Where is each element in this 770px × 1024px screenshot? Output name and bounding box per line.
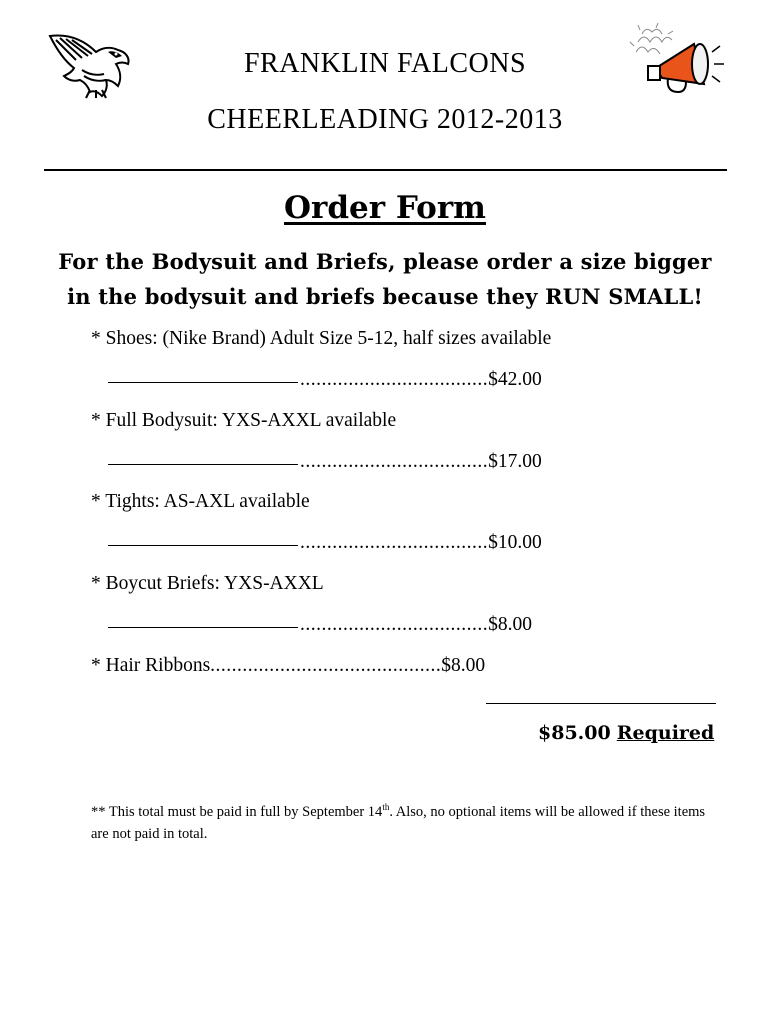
- payment-footnote: [91, 796, 711, 845]
- leader-dots: ...................................: [300, 451, 489, 472]
- item-shoes-label: * Shoes: (Nike Brand) Adult Size 5-12, half sizes available: [91, 328, 552, 349]
- footnote-text-part1: ** This total must be paid in full by September 14: [91, 803, 383, 820]
- footnote-text-part2: . Also, no optional items will be allowed if these items are not paid in total.: [91, 803, 706, 842]
- leader-dots: ...................................: [300, 614, 489, 635]
- size-notice-line1: For the Bodysuit and Briefs, please order a size bigger: [58, 249, 712, 274]
- item-briefs-price: $8.00: [488, 614, 532, 635]
- item-tights-order-line: [108, 532, 542, 554]
- size-notice-line2: in the bodysuit and briefs because they RUN SMALL!: [67, 284, 703, 309]
- total-amount: $85.00: [538, 722, 611, 744]
- item-tights-label: * Tights: AS-AXL available: [91, 491, 310, 512]
- form-title: [0, 190, 770, 226]
- item-shoes-price: $42.00: [488, 369, 542, 390]
- item-bodysuit-price: $17.00: [488, 451, 542, 472]
- leader-dots: ...................................: [300, 369, 489, 390]
- briefs-entry-blank[interactable]: [108, 626, 298, 628]
- item-hair-ribbons-line: [91, 655, 485, 677]
- footnote-superscript: th: [382, 802, 390, 812]
- total-required: [538, 722, 714, 744]
- item-bodysuit-order-line: [108, 451, 542, 473]
- total-rule: [486, 703, 716, 704]
- header-title-line2: CHEERLEADING 2012-2013: [207, 104, 563, 135]
- header-divider: [44, 169, 727, 171]
- shoes-entry-blank[interactable]: [108, 381, 298, 383]
- item-briefs-label: * Boycut Briefs: YXS-AXXL: [91, 573, 324, 594]
- header-title-line1: FRANKLIN FALCONS: [243, 48, 527, 79]
- form-title-text: Order Form: [284, 190, 486, 226]
- leader-dots: ...................................: [300, 532, 489, 553]
- item-shoes-order-line: [108, 369, 542, 391]
- item-briefs-order-line: [108, 614, 532, 636]
- leader-dots: ...........................................: [210, 655, 442, 676]
- item-bodysuit-label: * Full Bodysuit: YXS-AXXL available: [91, 410, 397, 431]
- item-hair-ribbons-label: * Hair Ribbons: [91, 655, 211, 676]
- tights-entry-blank[interactable]: [108, 544, 298, 546]
- bodysuit-entry-blank[interactable]: [108, 463, 298, 465]
- total-required-label: Required: [616, 722, 715, 744]
- item-hair-ribbons-price: $8.00: [441, 655, 486, 676]
- item-tights-price: $10.00: [488, 532, 542, 553]
